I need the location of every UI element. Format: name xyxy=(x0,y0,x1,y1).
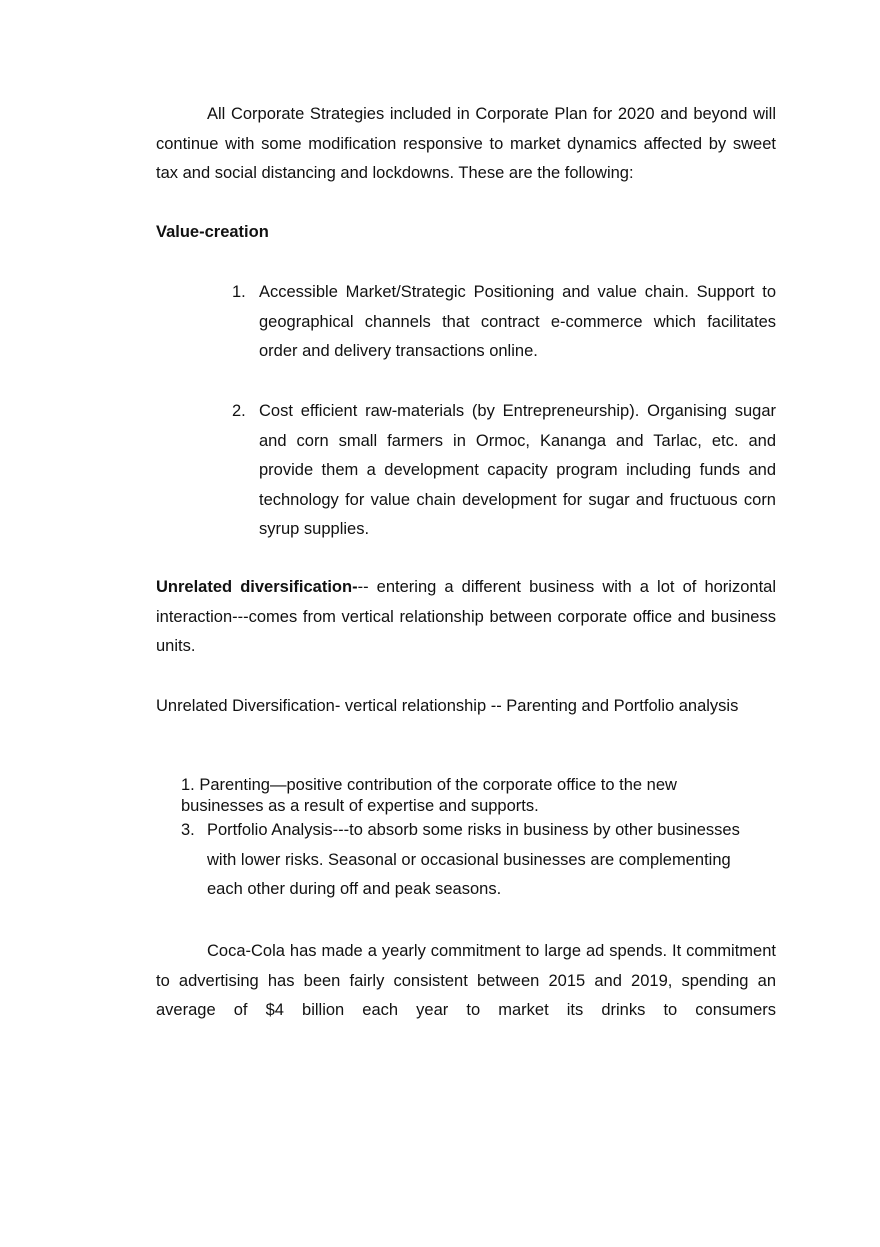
unrelated-diversification-paragraph xyxy=(156,573,776,662)
unrelated-diversification-lead: Unrelated diversification- xyxy=(156,578,358,596)
parenting-item: 1. Parenting—positive contribution of the corporate office to the new businesses as a result of expertise and supports. xyxy=(181,776,677,815)
list-item-text: Accessible Market/Strategic Positioning and value chain. Support to geographical channels that contract e-commerce which facilitates order and delivery transactions online. xyxy=(259,283,776,360)
list-number: 2. xyxy=(232,402,246,420)
list-item-text: Portfolio Analysis---to absorb some risks in business by other businesses with lower risks. Seasonal or occasional businesses are complementing each other during off and peak seasons. xyxy=(207,821,740,898)
intro-paragraph: All Corporate Strategies included in Corporate Plan for 2020 and beyond will continue with some modification responsive to market dynamics affected by sweet tax and social distancing and lockdowns. These are the following: xyxy=(156,105,776,182)
vertical-relationship-line: Unrelated Diversification- vertical relationship -- Parenting and Portfolio analysis xyxy=(156,697,739,715)
list-item-text: Cost efficient raw-materials (by Entrepreneurship). Organising sugar and corn small farmers in Ormoc, Kananga and Tarlac, etc. and provide them a development capacity program including funds and technology for value chain development for sugar and fructuous corn syrup supplies. xyxy=(259,402,776,538)
list-number: 1. xyxy=(232,283,246,301)
unrelated-diversification-text: -- entering a different business with a lot of horizontal interaction---comes from vertical relationship between corporate office and business units. xyxy=(156,578,776,655)
value-creation-heading: Value-creation xyxy=(156,223,269,241)
list-number: 3. xyxy=(181,821,195,839)
coca-cola-paragraph: Coca-Cola has made a yearly commitment to large ad spends. It commitment to advertising has been fairly consistent between 2015 and 2019, spending an average of $4 billion each year to market its drinks to consumers xyxy=(156,942,776,1019)
